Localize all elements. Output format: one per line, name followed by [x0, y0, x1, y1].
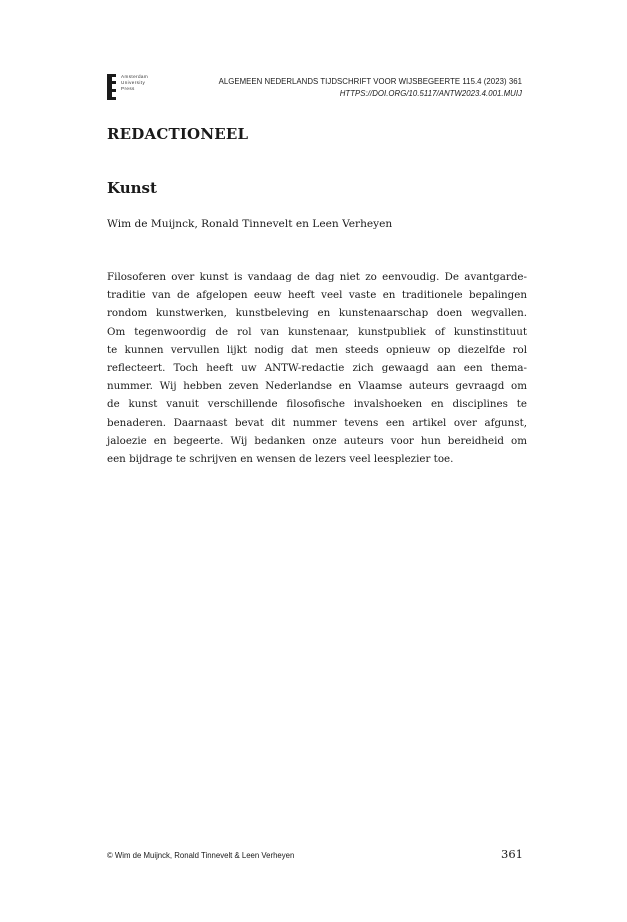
copyright-notice: © Wim de Muijnck, Ronald Tinnevelt & Leen Verheyen [107, 851, 295, 860]
body-line: Om tegenwoordig de rol van kunstenaar, kunstpubliek of kunstinstituut [107, 325, 527, 338]
logo-line: University [121, 80, 146, 85]
body-line: rondom kunstwerken, kunstbeleving en kunstenaarschap doen wegvallen. [107, 307, 527, 320]
logo-line: Amsterdam [121, 74, 149, 79]
body-line: een bijdrage te schrijven en wensen de lezers veel leesplezier toe. [107, 453, 454, 466]
body-line: benaderen. Daarnaast bevat dit nummer tevens een artikel over afgunst, [107, 416, 527, 429]
logo-wordmark [121, 74, 148, 92]
body-line: reflecteert. Toch heeft uw ANTW-redactie zich gewaagd aan een thema- [107, 362, 527, 375]
page-number: 361 [501, 847, 523, 861]
journal-citation: ALGEMEEN NEDERLANDS TIJDSCHRIFT VOOR WIJSBEGEERTE 115.4 (2023) 361 [218, 77, 522, 86]
publisher-logo [107, 74, 148, 100]
running-header [219, 76, 522, 100]
body-line: jaloezie en begeerte. Wij bedanken onze auteurs voor hun bereidheid om [107, 434, 527, 447]
doi-link[interactable]: HTTPS://DOI.ORG/10.5117/ANTW2023.4.001.MUIJ [339, 89, 522, 98]
body-line: de kunst vanuit verschillende filosofische invalshoeken en disciplines te [107, 398, 527, 411]
section-label: REDACTIONEEL [107, 125, 249, 143]
body-line: te kunnen vervullen lijkt nodig dat men steeds opnieuw op diezelfde rol [107, 343, 527, 356]
body-line: nummer. Wij hebben zeven Nederlandse en Vlaamse auteurs gevraagd om [107, 380, 527, 393]
body-line: Filosoferen over kunst is vandaag de dag niet zo eenvoudig. De avantgarde- [107, 271, 527, 283]
article-body [107, 268, 527, 468]
article-authors: Wim de Muijnck, Ronald Tinnevelt en Leen Verheyen [107, 218, 393, 230]
article-title: Kunst [107, 179, 157, 197]
aup-logo-icon [107, 74, 117, 100]
body-line: traditie van de afgelopen eeuw heeft veel vaste en traditionele bepalingen [107, 289, 527, 302]
logo-line: Press [121, 86, 135, 91]
